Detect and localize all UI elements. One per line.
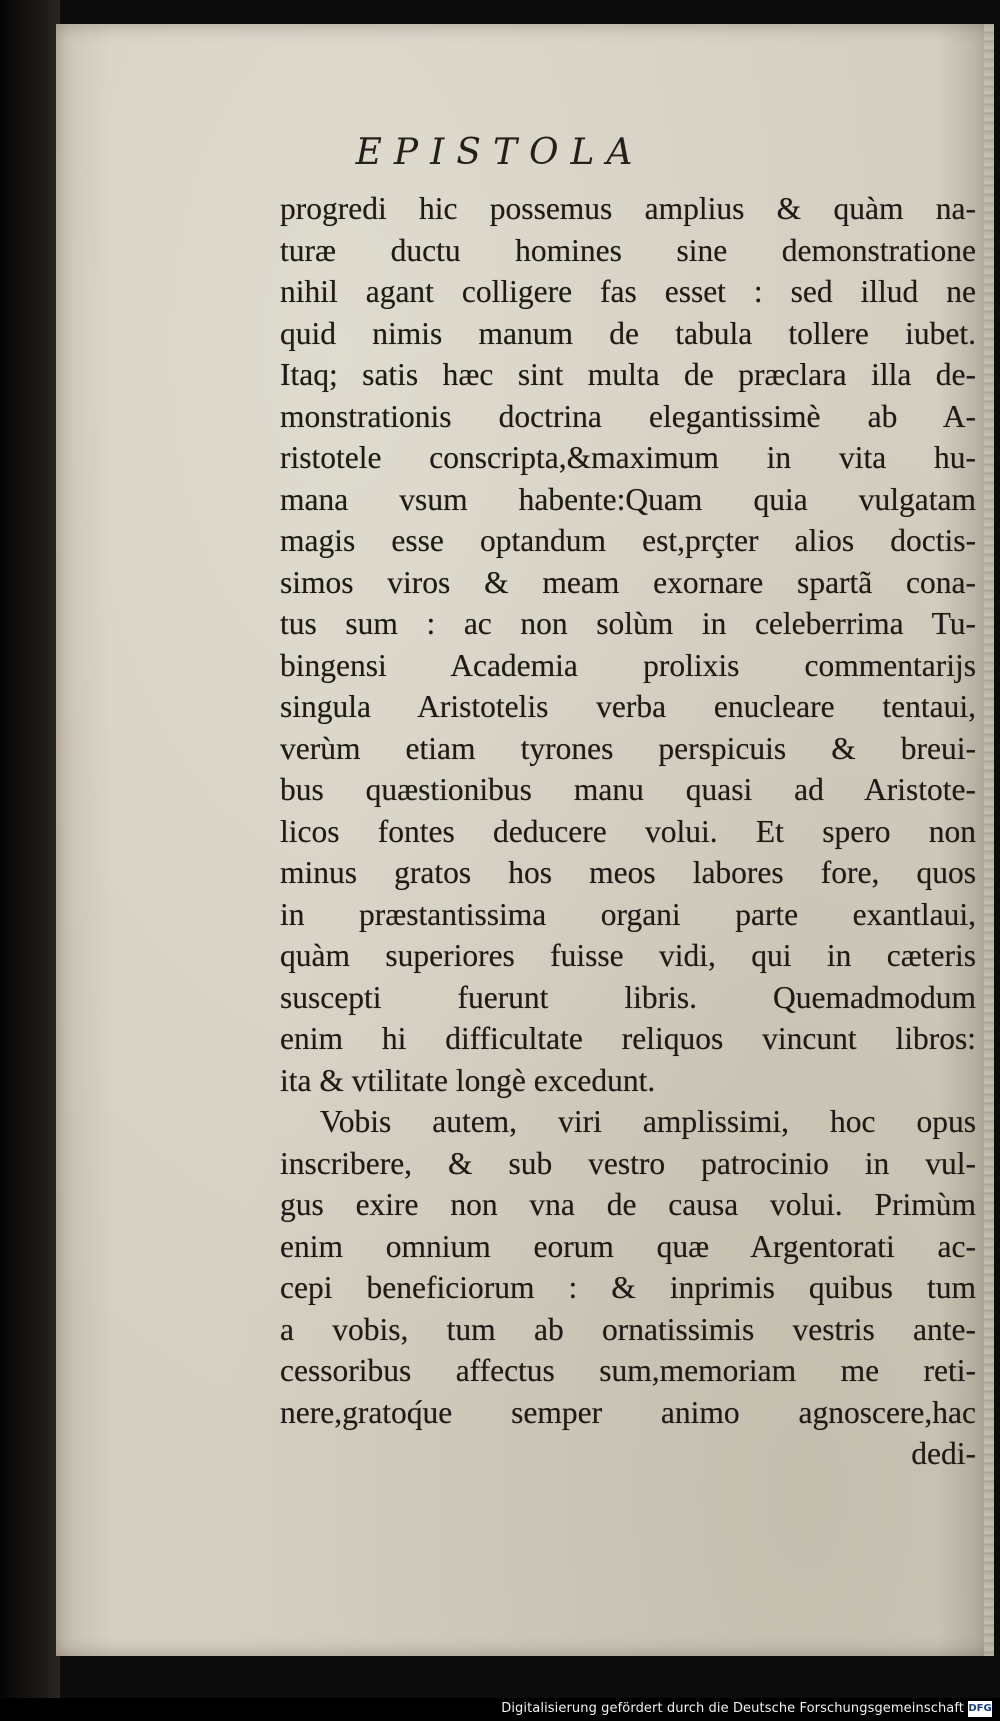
- text-line: Itaq; satis hæc sint multa de præclara illa de-: [280, 357, 976, 392]
- text-line: quid nimis manum de tabula tollere iubet.: [280, 315, 976, 351]
- text-line: singula Aristotelis verba enucleare tentaui,: [280, 689, 976, 724]
- text-line: verùm etiam tyrones perspicuis & breui-: [280, 730, 976, 766]
- text-line: monstrationis doctrina elegantissimè ab A-: [280, 398, 976, 434]
- text-line: simos viros & meam exornare spartã cona-: [280, 564, 976, 600]
- text-line: ristotele conscripta,&maximum in vita hu-: [280, 440, 976, 475]
- text-line: a vobis, tum ab ornatissimis vestris ante-: [280, 1311, 976, 1347]
- dfg-logo: DFG: [968, 1701, 992, 1717]
- text-line: magis esse optandum est,prçter alios doctis-: [280, 523, 976, 558]
- text-line: suscepti fuerunt libris. Quemadmodum: [280, 979, 976, 1015]
- text-line: minus gratos hos meos labores fore, quos: [280, 855, 976, 890]
- text-line: cepi beneficiorum : & inprimis quibus tum: [280, 1270, 976, 1305]
- body-text: [280, 188, 976, 1475]
- text-line: enim hi difficultate reliquos vincunt libros:: [280, 1021, 976, 1056]
- text-line: bus quæstionibus manu quasi ad Aristote-: [280, 772, 976, 807]
- text-line: tus sum : ac non solùm in celeberrima Tu-: [280, 606, 976, 641]
- text-line: turæ ductu homines sine demonstratione: [280, 232, 976, 268]
- text-line: nihil agant colligere fas esset : sed illud ne: [280, 274, 976, 309]
- catchword: dedi-: [911, 1436, 976, 1471]
- text-line: inscribere, & sub vestro patrocinio in vul-: [280, 1145, 976, 1181]
- text-line: in præstantissima organi parte exantlaui,: [280, 896, 976, 932]
- text-line: bingensi Academia prolixis commentarijs: [280, 647, 976, 683]
- running-head: EPISTOLA: [355, 132, 645, 173]
- text-line: quàm superiores fuisse vidi, qui in cæteris: [280, 938, 976, 973]
- book-binding-edge: [0, 0, 60, 1721]
- text-line: gus exire non vna de causa volui. Primùm: [280, 1187, 976, 1222]
- text-line: licos fontes deducere volui. Et spero non: [280, 813, 976, 849]
- text-line: Vobis autem, viri amplissimi, hoc opus: [320, 1104, 976, 1139]
- funding-credit: Digitalisierung gefördert durch die Deutsche Forschungsgemeinschaft: [501, 1701, 964, 1716]
- text-line: mana vsum habente:Quam quia vulgatam: [280, 481, 976, 517]
- text-line: cessoribus affectus sum,memoriam me reti-: [280, 1353, 976, 1388]
- page-edge-stack: [984, 24, 994, 1656]
- text-line: ita & vtilitate longè excedunt.: [280, 1062, 656, 1098]
- text-line: enim omnium eorum quæ Argentorati ac-: [280, 1228, 976, 1264]
- text-line: nere,gratoq́ue semper animo agnoscere,hac: [280, 1394, 976, 1430]
- text-line: progredi hic possemus amplius & quàm na-: [280, 191, 976, 226]
